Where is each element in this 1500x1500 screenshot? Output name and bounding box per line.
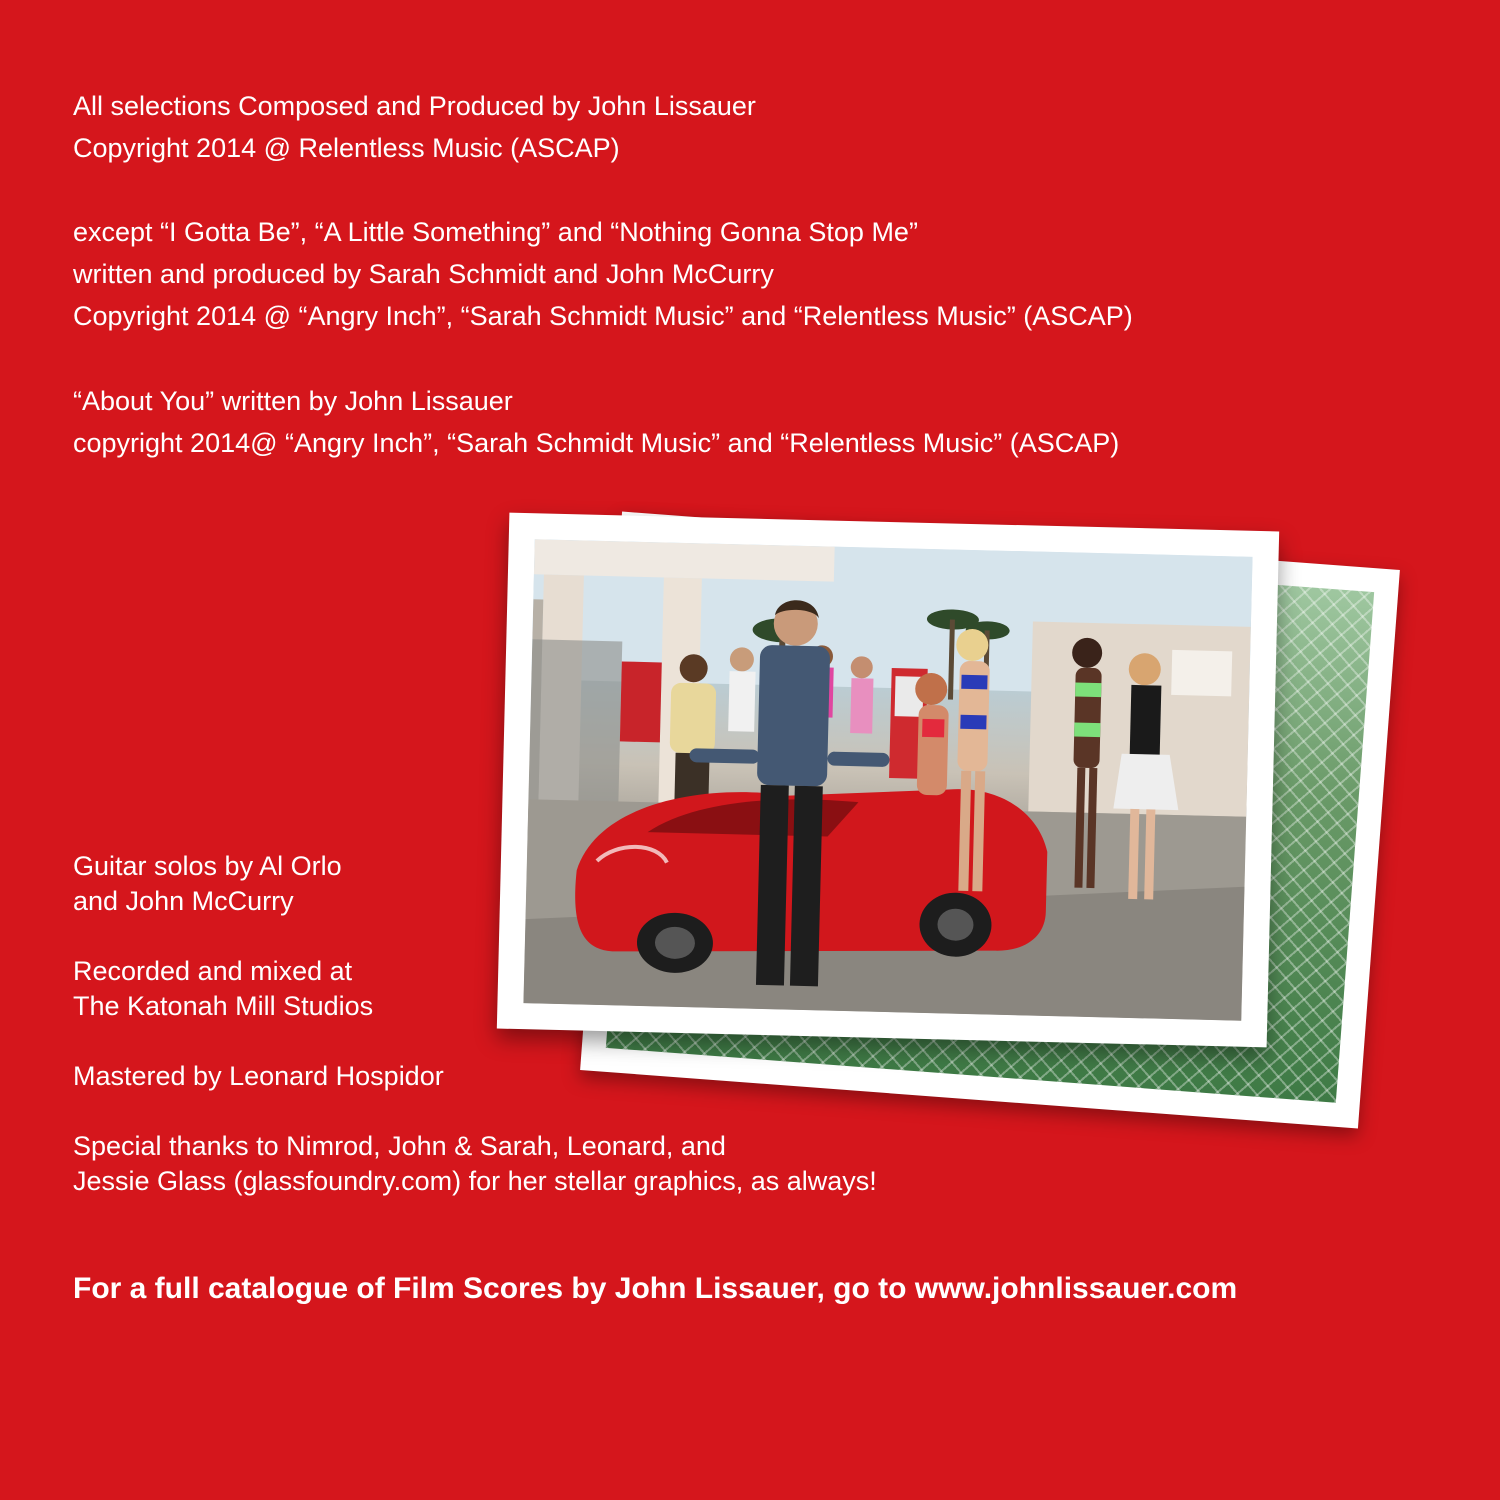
credit-line: Jessie Glass (glassfoundry.com) for her stellar graphics, as always! bbox=[73, 1166, 877, 1196]
credit-line: “About You” written by John Lissauer bbox=[73, 386, 513, 416]
credit-line: Guitar solos by Al Orlo bbox=[73, 851, 342, 881]
catalogue-link-text: For a full catalogue of Film Scores by John Lissauer, go to www.johnlissauer.com bbox=[73, 1272, 1238, 1305]
credits-block-composition bbox=[73, 85, 756, 169]
credit-line: Copyright 2014 @ Relentless Music (ASCAP) bbox=[73, 133, 620, 163]
special-thanks bbox=[73, 1129, 877, 1199]
credits-block-exceptions bbox=[73, 211, 1133, 337]
credits-block-about-you bbox=[73, 380, 1119, 464]
mastering-credits bbox=[73, 1059, 444, 1094]
credit-line: Copyright 2014 @ “Angry Inch”, “Sarah Schmidt Music” and “Relentless Music” (ASCAP) bbox=[73, 301, 1133, 331]
guitar-credits bbox=[73, 849, 342, 919]
credit-line: written and produced by Sarah Schmidt and John McCurry bbox=[73, 259, 774, 289]
credit-line: Special thanks to Nimrod, John & Sarah, Leonard, and bbox=[73, 1131, 726, 1161]
photo-scene bbox=[523, 539, 1252, 1020]
credit-line: and John McCurry bbox=[73, 886, 294, 916]
credit-line: except “I Gotta Be”, “A Little Something” and “Nothing Gonna Stop Me” bbox=[73, 217, 918, 247]
recording-credits bbox=[73, 954, 373, 1024]
credit-line: Recorded and mixed at bbox=[73, 956, 353, 986]
front-photo bbox=[497, 513, 1279, 1048]
credit-line: All selections Composed and Produced by John Lissauer bbox=[73, 91, 756, 121]
credit-line: The Katonah Mill Studios bbox=[73, 991, 374, 1021]
credit-line: Mastered by Leonard Hospidor bbox=[73, 1061, 444, 1091]
credit-line: copyright 2014@ “Angry Inch”, “Sarah Schmidt Music” and “Relentless Music” (ASCAP) bbox=[73, 428, 1120, 458]
